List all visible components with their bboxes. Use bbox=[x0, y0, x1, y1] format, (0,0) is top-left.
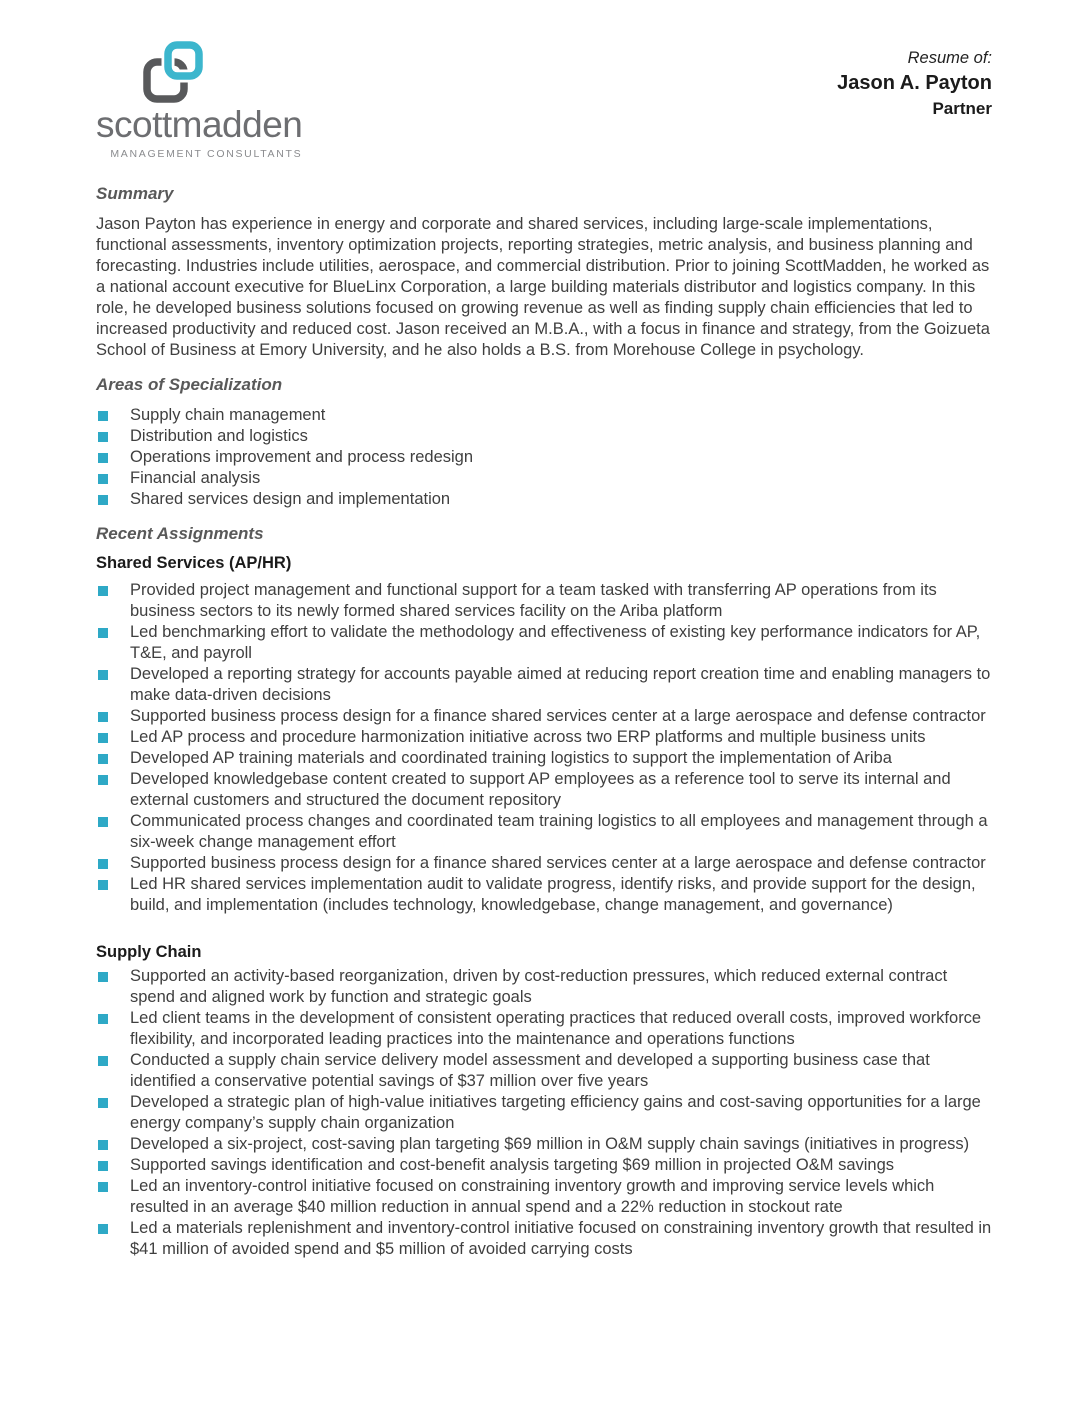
shared-services-title: Shared Services (AP/HR) bbox=[96, 554, 292, 572]
area-list-item: Distribution and logistics bbox=[96, 426, 992, 447]
areas-of-specialization-section bbox=[96, 375, 992, 510]
area-list-item: Financial analysis bbox=[96, 468, 992, 489]
person-name: Jason A. Payton bbox=[837, 71, 992, 94]
resume-of-label: Resume of: bbox=[907, 49, 992, 67]
supply-chain-list bbox=[96, 966, 992, 1260]
shared-services-bullet: Led HR shared services implementation audit to validate progress, identify risks, and provide support for the design, build, and implementation (includes technology, knowledgebase, change management, and governance) bbox=[96, 874, 992, 916]
shared-services-bullet: Led benchmarking effort to validate the methodology and effectiveness of existing key performance indicators for AP, T&E, and payroll bbox=[96, 622, 992, 664]
supply-chain-bullet: Developed a six-project, cost-saving plan targeting $69 million in O&M supply chain savings (initiatives in progress) bbox=[96, 1134, 992, 1155]
recent-assignments-heading: Recent Assignments bbox=[96, 524, 264, 543]
supply-chain-bullet: Supported savings identification and cost-benefit analysis targeting $69 million in projected O&M savings bbox=[96, 1155, 992, 1176]
area-list-item: Supply chain management bbox=[96, 405, 992, 426]
supply-chain-bullet: Conducted a supply chain service delivery model assessment and developed a supporting business case that identified a conservative potential savings of $37 million over five years bbox=[96, 1050, 992, 1092]
supply-chain-bullet: Developed a strategic plan of high-value initiatives targeting efficiency gains and cost-saving opportunities for a large energy company’s supply chain organization bbox=[96, 1092, 992, 1134]
supply-chain-bullet: Led a materials replenishment and inventory-control initiative focused on constraining inventory growth that resulted in $41 million of avoided spend and $5 million of avoided carrying costs bbox=[96, 1218, 992, 1260]
shared-services-list bbox=[96, 580, 992, 916]
shared-services-bullet: Communicated process changes and coordinated team training logistics to all employees and management through a six-week change management effort bbox=[96, 811, 992, 853]
shared-services-bullet: Developed knowledgebase content created to support AP employees as a reference tool to serve its internal and external customers and structured the document repository bbox=[96, 769, 992, 811]
area-list-item: Shared services design and implementation bbox=[96, 489, 992, 510]
person-title: Partner bbox=[932, 98, 992, 118]
supply-chain-bullet: Led client teams in the development of consistent operating practices that reduced overall costs, improved workforce flexibility, and incorporated leading practices into the maintenance and operations functions bbox=[96, 1008, 992, 1050]
areas-list bbox=[96, 405, 992, 510]
areas-heading: Areas of Specialization bbox=[96, 375, 283, 394]
page-header bbox=[96, 40, 992, 160]
overlapping-squares-logo-icon bbox=[142, 40, 204, 104]
shared-services-bullet: Developed AP training materials and coordinated training logistics to support the implementation of Ariba bbox=[96, 748, 992, 769]
summary-paragraph: Jason Payton has experience in energy and corporate and shared services, including large-scale implementations, functional assessments, inventory optimization projects, reporting strategies, metric analysis, and business planning and forecasting. Industries include utilities, aerospace, and commercial distribution. Prior to joining ScottMadden, he worked as a national account executive for BlueLinx Corporation, a large building materials distributor and logistics company. In this role, he developed business solutions focused on growing revenue as well as finding supply chain efficiencies that led to increased productivity and reduced cost. Jason received an M.B.A., with a focus in finance and strategy, from the Goizueta School of Business at Emory University, and he also holds a B.S. from Morehouse College in psychology. bbox=[96, 215, 990, 359]
shared-services-bullet: Supported business process design for a finance shared services center at a large aerospace and defense contractor bbox=[96, 706, 992, 727]
supply-chain-bullet: Supported an activity-based reorganization, driven by cost-reduction pressures, which reduced external contract spend and aligned work by function and strategic goals bbox=[96, 966, 992, 1008]
scottmadden-logo bbox=[96, 40, 302, 160]
recent-assignments-section bbox=[96, 524, 992, 1260]
logo-wordmark: scottmadden bbox=[96, 104, 303, 145]
shared-services-bullet: Developed a reporting strategy for accounts payable aimed at reducing report creation time and enabling managers to make data-driven decisions bbox=[96, 664, 992, 706]
supply-chain-bullet: Led an inventory-control initiative focused on constraining inventory growth and improving service levels which resulted in an average $40 million reduction in annual spend and a 22% reduction in stockout rate bbox=[96, 1176, 992, 1218]
summary-section bbox=[96, 184, 992, 361]
supply-chain-title: Supply Chain bbox=[96, 943, 202, 961]
summary-heading: Summary bbox=[96, 184, 174, 203]
shared-services-bullet: Led AP process and procedure harmonization initiative across two ERP platforms and multiple business units bbox=[96, 727, 992, 748]
logo-tagline: MANAGEMENT CONSULTANTS bbox=[110, 148, 303, 160]
resume-header-block bbox=[837, 40, 992, 119]
area-list-item: Operations improvement and process redesign bbox=[96, 447, 992, 468]
shared-services-bullet: Provided project management and functional support for a team tasked with transferring AP operations from its business sectors to its newly formed shared services facility on the Ariba platform bbox=[96, 580, 992, 622]
shared-services-bullet: Supported business process design for a finance shared services center at a large aerospace and defense contractor bbox=[96, 853, 992, 874]
